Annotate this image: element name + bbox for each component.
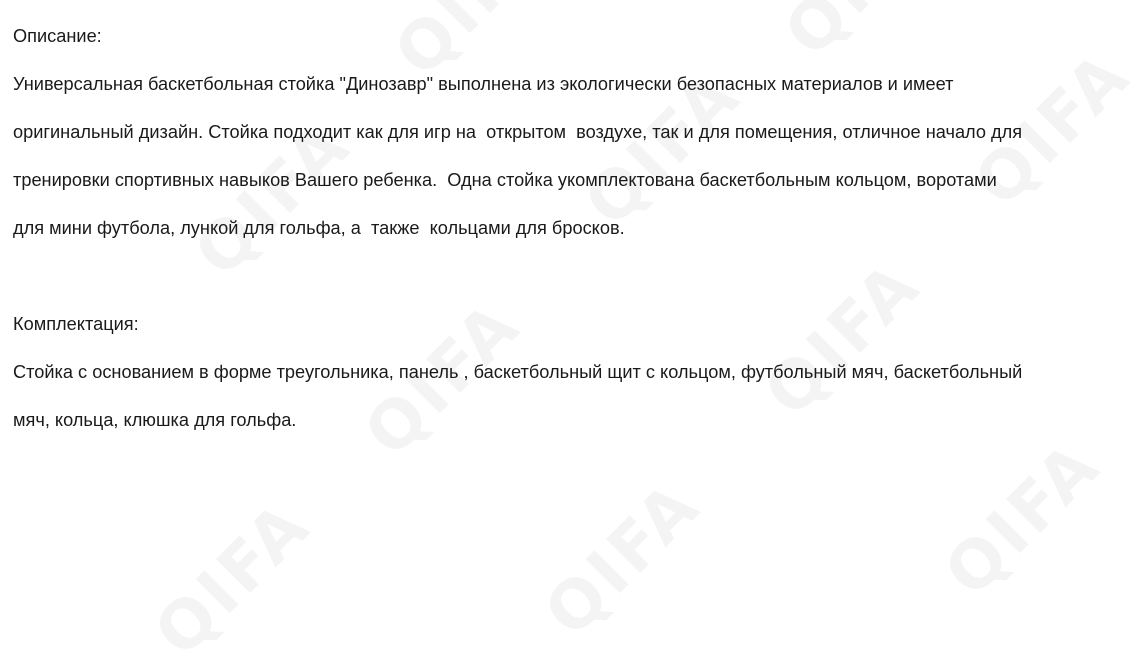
package-section <box>13 312 1133 456</box>
product-text <box>13 24 1133 456</box>
description-line: тренировки спортивных навыков Вашего ребенка. Одна стойка укомплектована баскетбольным кольцом, воротами <box>13 170 997 190</box>
description-line: для мини футбола, лункой для гольфа, а также кольцами для бросков. <box>13 218 625 238</box>
description-line: оригинальный дизайн. Стойка подходит как для игр на открытом воздухе, так и для помещения, отличное начало для <box>13 122 1023 142</box>
description-heading: Описание: <box>13 26 102 46</box>
package-line: Стойка с основанием в форме треугольника, панель , баскетбольный щит с кольцом, футбольный мяч, баскетбольный <box>13 362 1023 382</box>
watermark <box>140 486 325 671</box>
description-section <box>13 24 1133 264</box>
package-line: мяч, кольца, клюшка для гольфа. <box>13 410 297 430</box>
section-spacer <box>13 264 1133 312</box>
description-line: Универсальная баскетбольная стойка "Динозавр" выполнена из экологически безопасных материалов и имеет <box>13 74 954 94</box>
package-heading: Комплектация: <box>13 314 139 334</box>
watermark <box>530 466 715 651</box>
